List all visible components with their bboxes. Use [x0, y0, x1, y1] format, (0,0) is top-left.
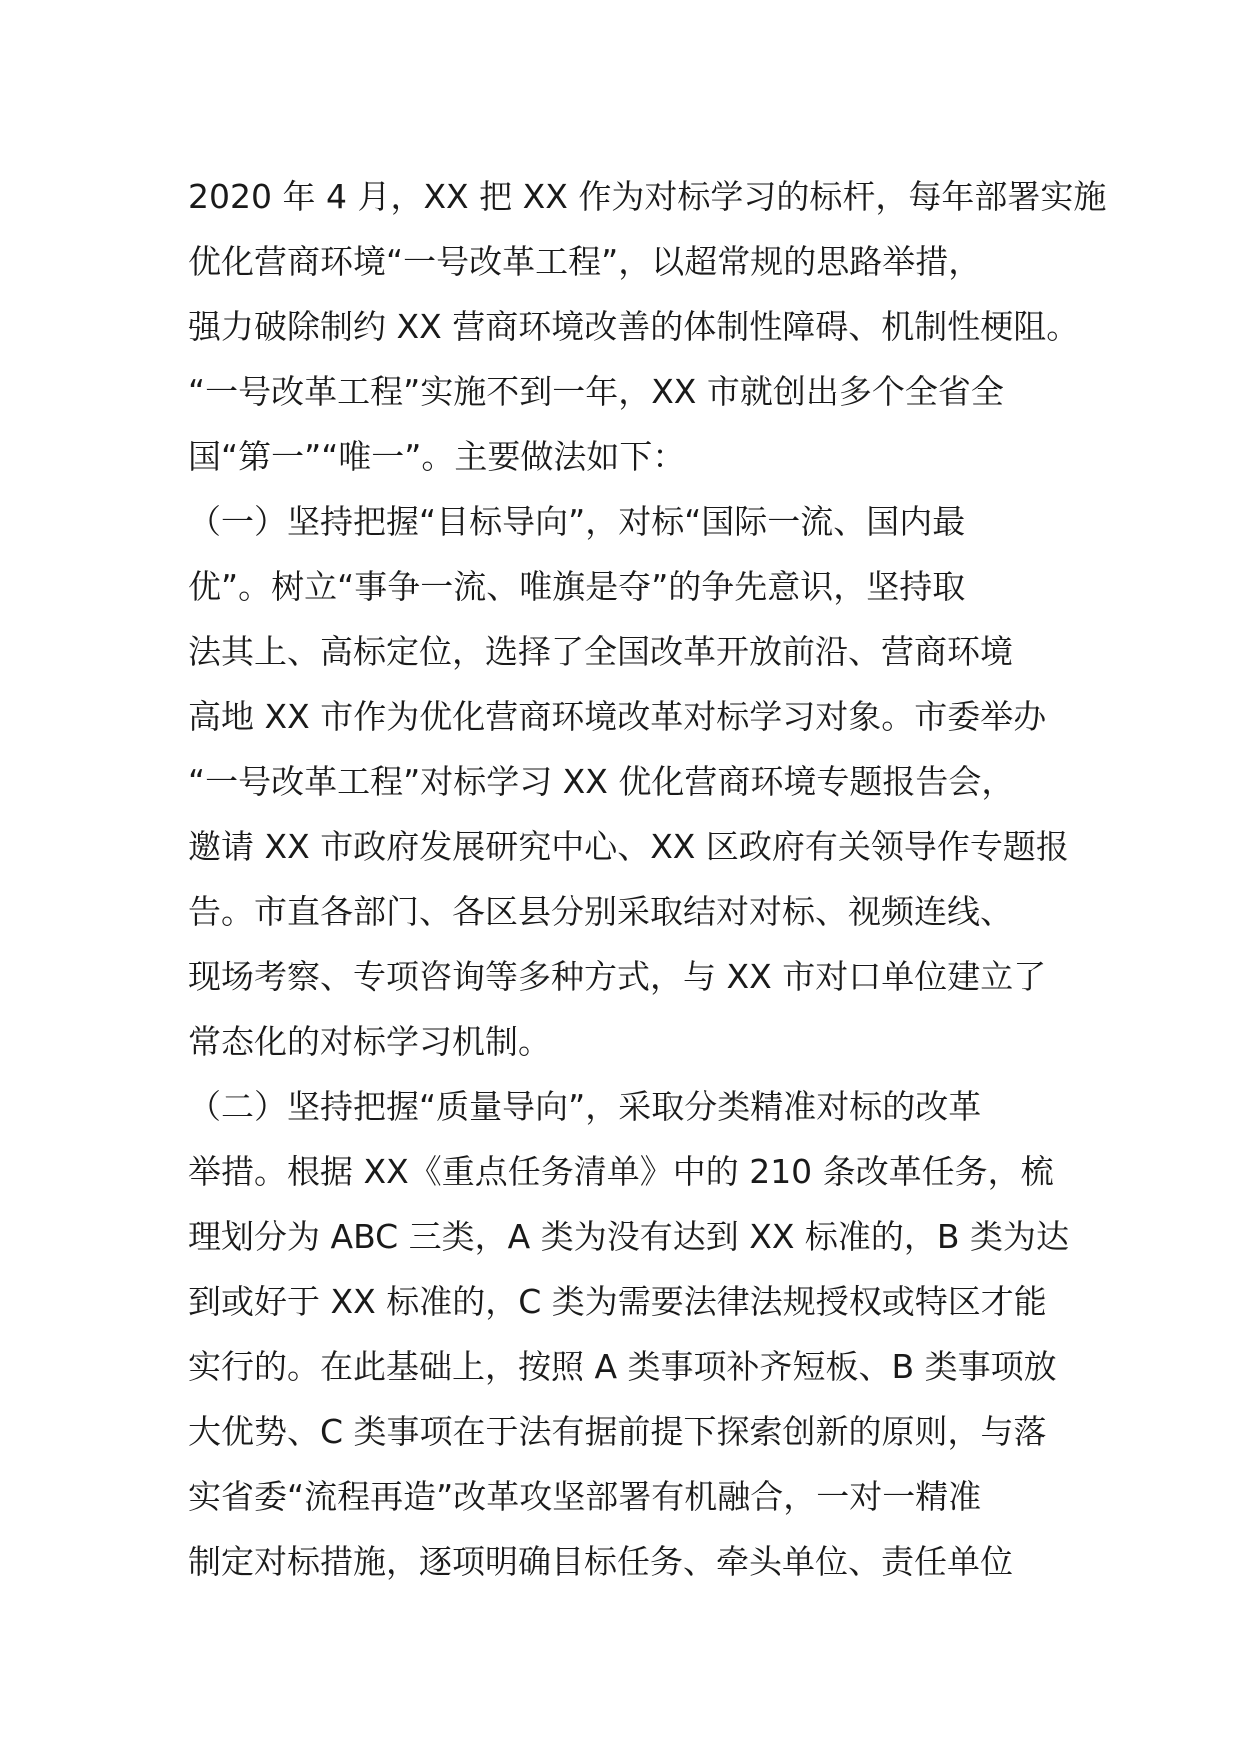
text-line: 到或好于 XX 标准的，C 类为需要法律法规授权或特区才能: [188, 1282, 1047, 1321]
text-line: 大优势、C 类事项在于法有据前提下探索创新的原则，与落: [188, 1412, 1047, 1451]
text-line: 举措。根据 XX《重点任务清单》中的 210 条改革任务，梳: [188, 1152, 1054, 1191]
text-line: 实行的。在此基础上，按照 A 类事项补齐短板、B 类事项放: [188, 1347, 1057, 1386]
text-line: 制定对标措施，逐项明确目标任务、牵头单位、责任单位: [188, 1542, 1013, 1581]
text-line: 优”。树立“事争一流、唯旗是夺”的争先意识，坚持取: [188, 567, 966, 606]
text-line: 高地 XX 市作为优化营商环境改革对标学习对象。市委举办: [188, 697, 1047, 736]
text-line: 国“第一”“唯一”。主要做法如下：: [188, 437, 686, 476]
text-line: “一号改革工程”实施不到一年，XX 市就创出多个全省全: [188, 372, 1004, 411]
text-line: 2020 年 4 月，XX 把 XX 作为对标学习的标杆，每年部署实施: [188, 177, 1107, 216]
section-heading-line: （一）坚持把握“目标导向”，对标“国际一流、国内最: [188, 502, 966, 541]
text-line: 强力破除制约 XX 营商环境改善的体制性障碍、机制性梗阻。: [188, 307, 1080, 346]
text-line: “一号改革工程”对标学习 XX 优化营商环境专题报告会，: [188, 762, 1015, 801]
section-heading-line: （二）坚持把握“质量导向”，采取分类精准对标的改革: [188, 1087, 982, 1126]
body-text: [188, 164, 1107, 1594]
text-line: 优化营商环境“一号改革工程”，以超常规的思路举措，: [188, 242, 982, 281]
text-line: 法其上、高标定位，选择了全国改革开放前沿、营商环境: [188, 632, 1013, 671]
text-line: 实省委“流程再造”改革攻坚部署有机融合，一对一精准: [188, 1477, 982, 1516]
text-line: 告。市直各部门、各区县分别采取结对对标、视频连线、: [188, 892, 1013, 931]
text-line: 理划分为 ABC 三类，A 类为没有达到 XX 标准的，B 类为达: [188, 1217, 1070, 1256]
text-line: 现场考察、专项咨询等多种方式，与 XX 市对口单位建立了: [188, 957, 1047, 996]
text-line: 邀请 XX 市政府发展研究中心、XX 区政府有关领导作专题报: [188, 827, 1069, 866]
text-line: 常态化的对标学习机制。: [188, 1022, 551, 1061]
